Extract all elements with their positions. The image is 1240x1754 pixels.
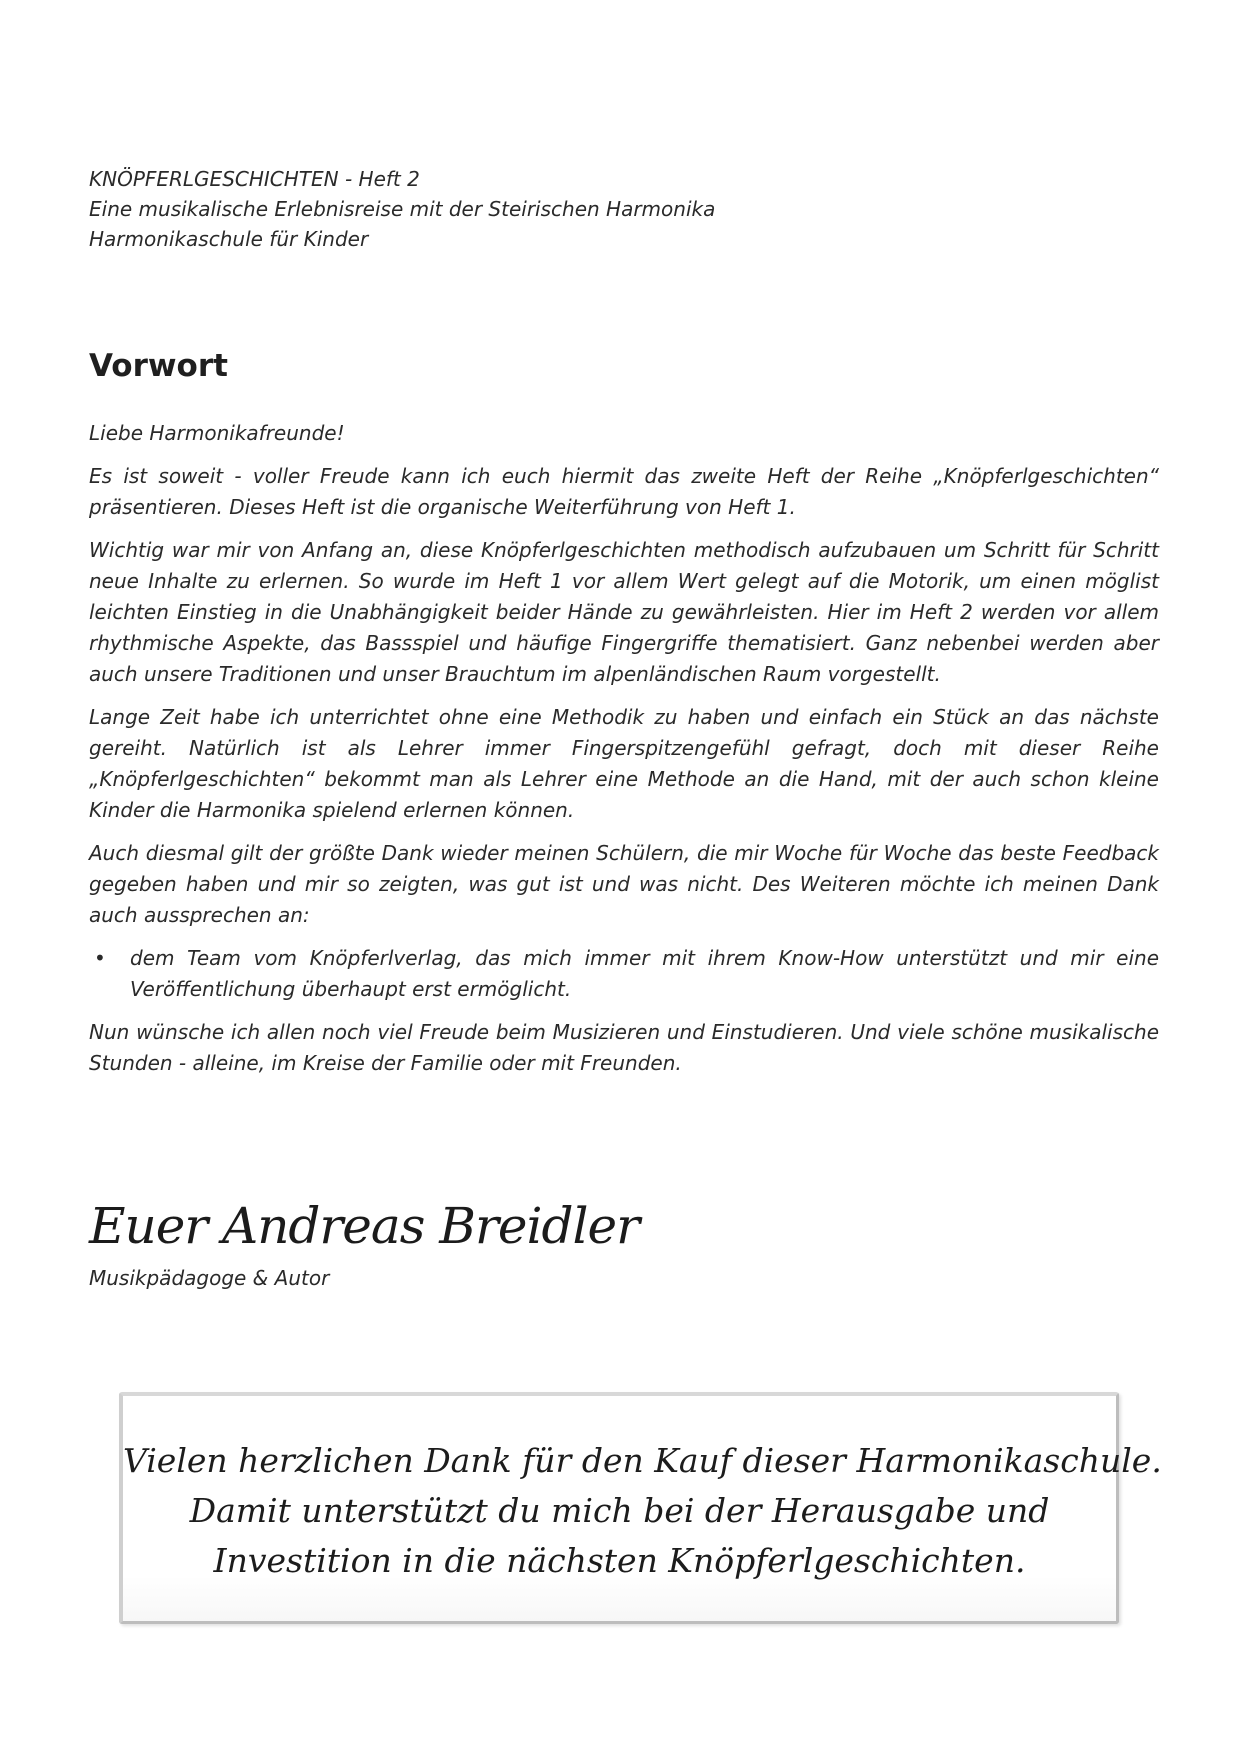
paragraph: Auch diesmal gilt der größte Dank wieder meinen Schülern, die mir Woche für Woche das beste Feedback gegeben haben und mir so zeigten, was gut ist und was nicht. Des Weiteren möchte ich meinen Dank auch aussprechen an: <box>89 841 1159 927</box>
document-header <box>89 164 1089 254</box>
thank-you-box <box>119 1392 1162 1624</box>
author-signature: Euer Andreas Breidler <box>89 1197 639 1255</box>
series-title: KNÖPFERLGESCHICHTEN - Heft 2 <box>89 167 420 191</box>
author-role: Musikpädagoge & Autor <box>89 1266 330 1290</box>
page-title: Vorwort <box>89 348 228 384</box>
paragraph: Lange Zeit habe ich unterrichtet ohne eine Methodik zu haben und einfach ein Stück an das nächste gereiht. Natürlich ist als Lehrer immer Fingerspitzengefühl gefragt, doch mit dieser Reihe „Knöpferlgeschichten“ bekommt man als Lehrer eine Methode an die Hand, mit der auch schon kleine Kinder die Harmonika spielend erlernen können. <box>89 705 1159 822</box>
series-description: Harmonikaschule für Kinder <box>89 227 369 251</box>
series-subtitle: Eine musikalische Erlebnisreise mit der Steirischen Harmonika <box>89 197 716 221</box>
thanks-list <box>89 943 1159 1005</box>
paragraph: Wichtig war mir von Anfang an, diese Knöpferlgeschichten methodisch aufzubauen um Schritt für Schritt neue Inhalte zu erlernen. So wurde im Heft 1 vor allem Wert gelegt auf die Motorik, um einen möglist leichten Einstieg in die Unabhängigkeit beider Hände zu gewährleisten. Hier im Heft 2 werden vor allem rhythmische Aspekte, das Bassspiel und häufige Fingergriffe thematisiert. Ganz nebenbei werden aber auch unsere Traditionen und unser Brauchtum im alpenländischen Raum vorgestellt. <box>89 538 1159 686</box>
bullet-icon: • <box>94 946 106 970</box>
thank-you-line: Damit unterstützt du mich bei der Herausgabe und <box>189 1491 1050 1530</box>
thank-you-line: Investition in die nächsten Knöpferlgeschichten. <box>213 1541 1026 1580</box>
list-item <box>89 943 1159 1005</box>
foreword-body <box>89 418 1159 1091</box>
list-item-text: dem Team vom Knöpferlverlag, das mich immer mit ihrem Know-How unterstützt und mir eine Veröffentlichung überhaupt erst ermöglicht. <box>130 946 1159 1001</box>
thank-you-message <box>123 1436 1162 1586</box>
thank-you-line: Vielen herzlichen Dank für den Kauf dieser Harmonikaschule. <box>123 1441 1162 1480</box>
paragraph: Es ist soweit - voller Freude kann ich euch hiermit das zweite Heft der Reihe „Knöpferlgeschichten“ präsentieren. Dieses Heft ist die organische Weiterführung von Heft 1. <box>89 464 1159 519</box>
closing-paragraph: Nun wünsche ich allen noch viel Freude beim Musizieren und Einstudieren. Und viele schöne musikalische Stunden - alleine, im Kreise der Familie oder mit Freunden. <box>89 1020 1159 1075</box>
greeting: Liebe Harmonikafreunde! <box>89 421 345 445</box>
